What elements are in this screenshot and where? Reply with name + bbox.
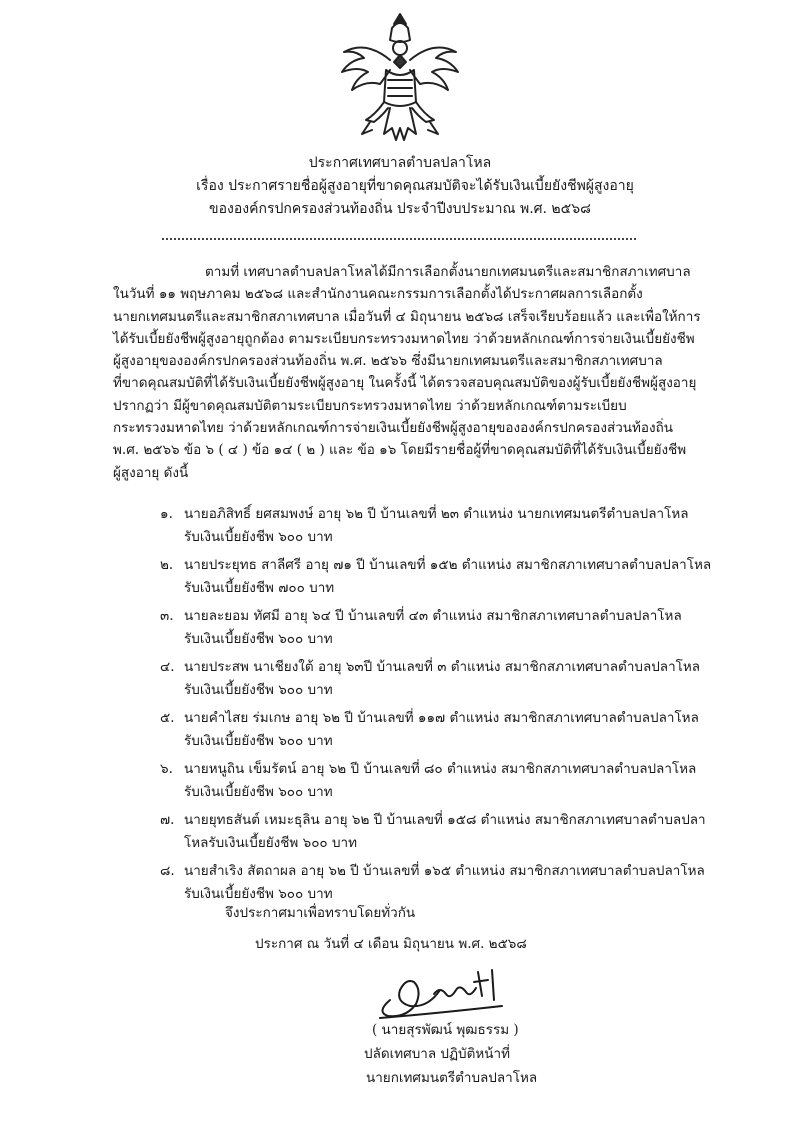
body-line: ตามที่ เทศบาลตำบลปลาโหลได้มีการเลือกตั้งนายกเทศมนตรีและสมาชิกสภาเทศบาล [205, 264, 691, 280]
list-item-allowance: รับเงินเบี้ยยังชีพ ๖๐๐ บาท [184, 784, 333, 800]
list-item [160, 554, 720, 605]
list-item-text: นายประสพ นาเชียงใต้ อายุ ๖๓ปี บ้านเลขที่ ๓ ตำแหน่ง สมาชิกสภาเทศบาลตำบลปลาโหล [184, 659, 701, 675]
body-line: ในวันที่ ๑๑ พฤษภาคม ๒๕๖๘ และสำนักงานคณะกรรมการเลือกตั้งได้ประกาศผลการเลือกตั้ง [113, 286, 643, 303]
body-line: นายกเทศมนตรีและสมาชิกสภาเทศบาล เมื่อวันที่ ๔ มิถุนายน ๒๕๖๘ เสร็จเรียบร้อยแล้ว และเพื่อให้การ [113, 308, 701, 325]
list-item-text: นายละยอม ทัศมี อายุ ๖๔ ปี บ้านเลขที่ ๔๓ ตำแหน่ง สมาชิกสภาเทศบาลตำบลปลาโหล [184, 608, 682, 624]
list-item-allowance: รับเงินเบี้ยยังชีพ ๖๐๐ บาท [184, 733, 333, 749]
body-paragraph [113, 261, 713, 484]
list-item-text: นายหนูถิน เข็มรัตน์ อายุ ๖๒ ปี บ้านเลขที่ ๘๐ ตำแหน่ง สมาชิกสภาเทศบาลตำบลปลาโหล [184, 761, 697, 777]
body-line: ผู้สูงอายุขององค์กรปกครองส่วนท้องถิ่น พ.ศ. ๒๕๖๖ ซึ่งมีนายกเทศมนตรีและสมาชิกสภาเทศบาล [113, 353, 663, 370]
body-line: ผู้สูงอายุ ดังนี้ [113, 464, 189, 481]
list-item-number: ๓. [160, 608, 174, 624]
list-item [160, 656, 720, 707]
list-item-number: ๗. [160, 812, 175, 828]
dotted-divider [162, 238, 636, 240]
list-item [160, 707, 720, 758]
document-heading: ประกาศเทศบาลตำบลปลาโหล [308, 155, 492, 171]
list-item [160, 809, 720, 860]
title-block [0, 152, 800, 221]
body-line: พ.ศ. ๒๕๖๖ ข้อ ๖ ( ๔ ) ข้อ ๑๔ ( ๒ ) และ ข้อ ๑๖ โดยมีรายชื่อผู้ที่ขาดคุณสมบัติที่ได้รับเงินเบี้ยยังชีพ [113, 442, 687, 459]
disqualified-list [160, 503, 720, 911]
handwritten-signature [370, 960, 520, 1022]
list-item [160, 605, 720, 656]
body-line: ที่ขาดคุณสมบัติที่ได้รับเงินเบี้ยยังชีพผู้สูงอายุ ในครั้งนี้ ได้ตรวจสอบคุณสมบัติของผู้รับเบี้ยยังชีพผู้สูงอายุ [113, 375, 697, 392]
list-item-text: นายยุทธสันต์ เหมะธุลิน อายุ ๖๒ ปี บ้านเลขที่ ๑๕๘ ตำแหน่ง สมาชิกสภาเทศบาลตำบลปลา [184, 812, 706, 828]
list-item-allowance: รับเงินเบี้ยยังชีพ ๖๐๐ บาท [184, 682, 333, 698]
list-item-number: ๑. [160, 506, 173, 522]
list-item-number: ๔. [160, 659, 175, 675]
list-item-text: นายอภิสิทธิ์ ยศสมพงษ์ อายุ ๖๒ ปี บ้านเลขที่ ๒๓ ตำแหน่ง นายกเทศมนตรีตำบลปลาโหล [184, 506, 689, 522]
list-item [160, 758, 720, 809]
list-item-text: นายคำไสย ร่มเกษ อายุ ๖๒ ปี บ้านเลขที่ ๑๑๗ ตำแหน่ง สมาชิกสภาเทศบาลตำบลปลาโหล [184, 710, 699, 726]
list-item-allowance: รับเงินเบี้ยยังชีพ ๖๐๐ บาท [184, 631, 333, 647]
list-item-number: ๖. [160, 761, 173, 777]
document-subject: เรื่อง ประกาศรายชื่อผู้สูงอายุที่ขาดคุณสมบัติจะได้รับเงินเบี้ยยังชีพผู้สูงอายุ [196, 178, 634, 194]
list-item-text: นายสำเริง สัตถาผล อายุ ๖๒ ปี บ้านเลขที่ ๑๖๕ ตำแหน่ง สมาชิกสภาเทศบาลตำบลปลาโหล [184, 863, 705, 879]
signer-acting-position: นายกเทศมนตรีตำบลปลาโหล [366, 1070, 538, 1086]
list-item-text: นายประยุทธ สาลีศรี อายุ ๗๑ ปี บ้านเลขที่ ๑๕๒ ตำแหน่ง สมาชิกสภาเทศบาลตำบลปลาโหล [184, 557, 712, 573]
body-line: ได้รับเบี้ยยังชีพผู้สูงอายุถูกต้อง ตามระเบียบกระทรวงมหาดไทย ว่าด้วยหลักเกณฑ์การจ่ายเงินเบี้ยยังชีพ [113, 330, 695, 347]
list-item-allowance: โหลรับเงินเบี้ยยังชีพ ๖๐๐ บาท [184, 835, 358, 851]
signer-position: ปลัดเทศบาล ปฏิบัติหน้าที่ [364, 1046, 510, 1062]
list-item-number: ๘. [160, 863, 175, 879]
closing-statement: จึงประกาศมาเพื่อทราบโดยทั่วกัน [225, 905, 416, 921]
list-item-allowance: รับเงินเบี้ยยังชีพ ๖๐๐ บาท [184, 529, 333, 545]
signer-name: ( นายสุรพัฒน์ พุฒธรรม ) [372, 1022, 519, 1038]
list-item [160, 503, 720, 554]
list-item-number: ๕. [160, 710, 175, 726]
garuda-emblem-icon [336, 10, 464, 148]
announcement-date: ประกาศ ณ วันที่ ๔ เดือน มิถุนายน พ.ศ. ๒๕๖๘ [255, 936, 527, 952]
body-line: ปรากฏว่า มีผู้ขาดคุณสมบัติตามระเบียบกระทรวงมหาดไทย ว่าด้วยหลักเกณฑ์ตามระเบียบ [113, 397, 627, 414]
body-line: กระทรวงมหาดไทย ว่าด้วยหลักเกณฑ์การจ่ายเงินเบี้ยยังชีพผู้สูงอายุขององค์กรปกครองส่วนท้องถิ่น [113, 420, 674, 437]
list-item-allowance: รับเงินเบี้ยยังชีพ ๗๐๐ บาท [184, 580, 335, 596]
document-subject-continued: ขององค์กรปกครองส่วนท้องถิ่น ประจำปีงบประมาณ พ.ศ. ๒๕๖๘ [209, 201, 591, 217]
signature-block [350, 1018, 570, 1090]
list-item-allowance: รับเงินเบี้ยยังชีพ ๖๐๐ บาท [184, 886, 333, 902]
list-item-number: ๒. [160, 557, 174, 573]
